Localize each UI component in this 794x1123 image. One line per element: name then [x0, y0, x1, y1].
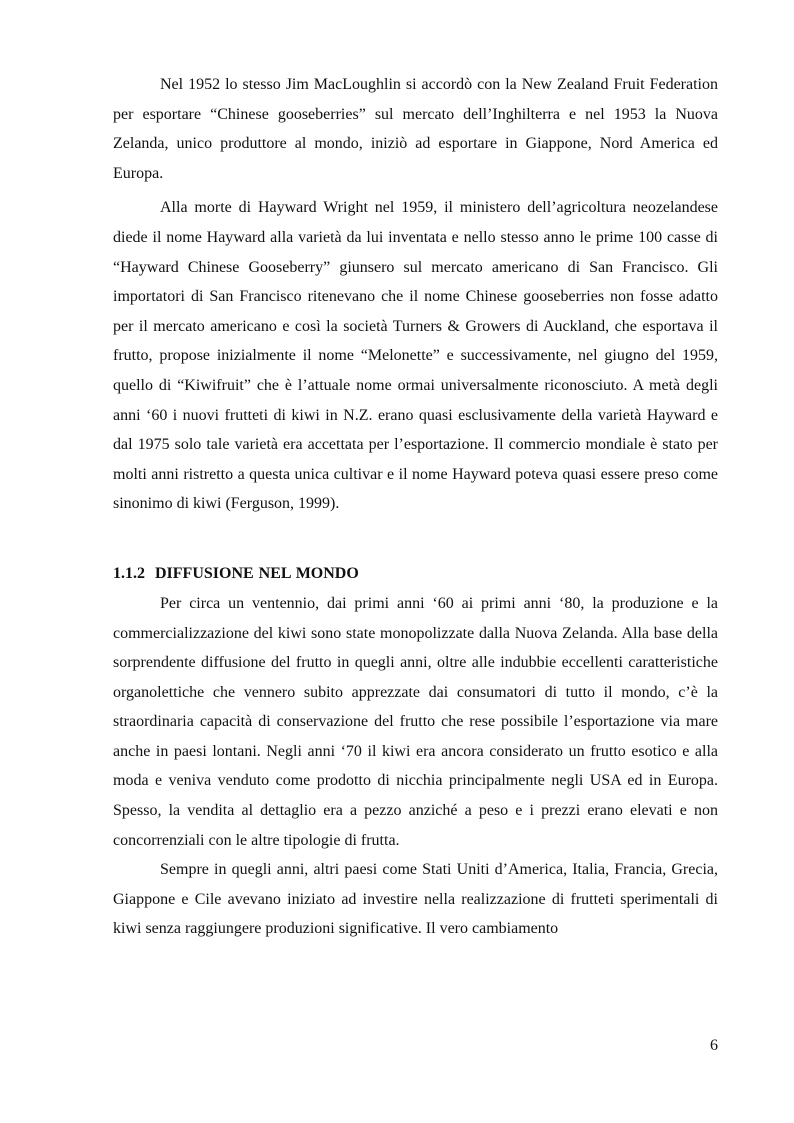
- paragraph-hayward-kiwifruit: Alla morte di Hayward Wright nel 1959, il ministero dell’agricoltura neozelandese diede il nome Hayward alla varietà da lui inventata e nello stesso anno le prime 100 casse di “Hayward Chinese Gooseberry” giunsero sul mercato americano di San Francisco. Gli importatori di San Francisco ritenevano che il nome Chinese gooseberries non fosse adatto per il mercato americano e così la società Turners & Growers di Auckland, che esportava il frutto, propose inizialmente il nome “Melonette” e successivamente, nel giugno del 1959, quello di “Kiwifruit” che è l’attuale nome ormai universalmente riconosciuto. A metà degli anni ‘60 i nuovi frutteti di kiwi in N.Z. erano quasi esclusivamente della varietà Hayward e dal 1975 solo tale varietà era accettata per l’esportazione. Il commercio mondiale è stato per molti anni ristretto a questa unica cultivar e il nome Hayward poteva quasi essere preso come sinonimo di kiwi (Ferguson, 1999).: [113, 199, 718, 513]
- section-heading: [113, 561, 718, 587]
- document-page: [113, 70, 718, 944]
- paragraph-monopoly-nz: Per circa un ventennio, dai primi anni ‘60 ai primi anni ‘80, la produzione e la commercializzazione del kiwi sono state monopolizzate dalla Nuova Zelanda. Alla base della sorprendente diffusione del frutto in quegli anni, oltre alle indubbie eccellenti caratteristiche organolettiche che vennero subito apprezzate dai consumatori di tutto il mondo, c’è la straordinaria capacità di conservazione del frutto che rese possibile l’esportazione via mare anche in paesi lontani. Negli anni ‘70 il kiwi era ancora considerato un frutto esotico e alla moda e veniva venduto come prodotto di nicchia principalmente negli USA ed in Europa. Spesso, la vendita al dettaglio era a pezzo anziché a peso e i prezzi erano elevati e non concorrenziali con le altre tipologie di frutta.: [113, 594, 718, 849]
- section-title: DIFFUSIONE NEL MONDO: [155, 564, 359, 582]
- paragraph-other-countries: Sempre in quegli anni, altri paesi come Stati Uniti d’America, Italia, Francia, Grecia, Giappone e Cile avevano iniziato ad investire nella realizzazione di frutteti sperimentali di kiwi senza raggiungere produzioni significative. Il vero cambiamento: [113, 861, 718, 938]
- paragraph-1952-export: Nel 1952 lo stesso Jim MacLoughlin si accordò con la New Zealand Fruit Federation per esportare “Chinese gooseberries” sul mercato dell’Inghilterra e nel 1953 la Nuova Zelanda, unico produttore al mondo, iniziò ad esportare in Giappone, Nord America ed Europa.: [113, 76, 718, 182]
- page-number: 6: [710, 1037, 718, 1054]
- section-number: 1.1.2: [113, 564, 145, 582]
